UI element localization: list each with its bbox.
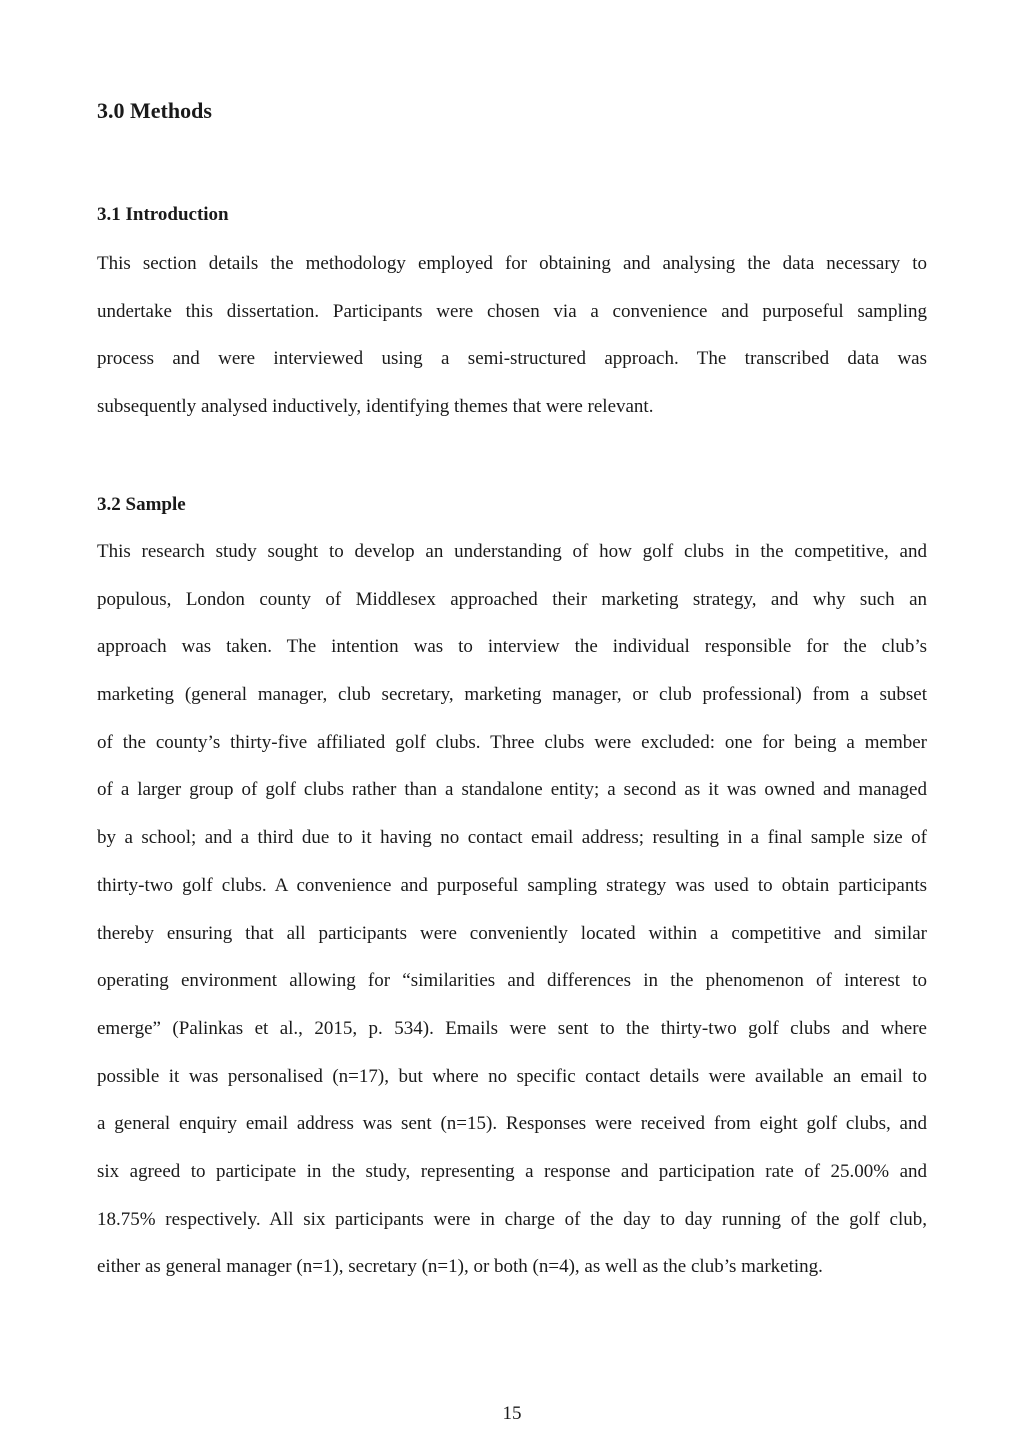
paragraph-line: process and were interviewed using a semi-structured approach. The transcribed data was [97,348,927,370]
paragraph-line: 18.75% respectively. All six participants were in charge of the day to day running of the golf club, [97,1208,927,1230]
paragraph-line: approach was taken. The intention was to interview the individual responsible for the club’s [97,636,927,658]
paragraph-line: populous, London county of Middlesex approached their marketing strategy, and why such an [97,588,927,610]
paragraph-line: a general enquiry email address was sent (n=15). Responses were received from eight golf clubs, and [97,1113,927,1135]
paragraph-line: thereby ensuring that all participants were conveniently located within a competitive and similar [97,922,927,944]
paragraph-line: operating environment allowing for “similarities and differences in the phenomenon of interest to [97,970,927,992]
paragraph-line: This section details the methodology employed for obtaining and analysing the data necessary to [97,253,927,274]
paragraph-line: thirty-two golf clubs. A convenience and purposeful sampling strategy was used to obtain participants [97,874,927,896]
introduction-paragraph [97,250,927,441]
chapter-heading: 3.0 Methods [97,98,212,123]
paragraph-line: of a larger group of golf clubs rather than a standalone entity; a second as it was owned and managed [97,779,927,801]
paragraph-line: by a school; and a third due to it having no contact email address; resulting in a final sample size of [97,827,927,849]
paragraph-line: six agreed to participate in the study, representing a response and participation rate of 25.00% and [97,1160,927,1182]
sample-paragraph [97,538,927,1301]
paragraph-line: marketing (general manager, club secretary, marketing manager, or club professional) from a subset [97,684,927,706]
paragraph-line: undertake this dissertation. Participants were chosen via a convenience and purposeful sampling [97,300,927,322]
section-heading-introduction: 3.1 Introduction [97,204,229,225]
paragraph-line: of the county’s thirty-five affiliated golf clubs. Three clubs were excluded: one for being a member [97,731,927,753]
paragraph-line: possible it was personalised (n=17), but where no specific contact details were available an email to [97,1065,927,1087]
paragraph-line: emerge” (Palinkas et al., 2015, p. 534). Emails were sent to the thirty-two golf clubs and where [97,1017,927,1039]
paragraph-line: This research study sought to develop an understanding of how golf clubs in the competitive, and [97,541,927,562]
page-number: 15 [502,1403,522,1424]
paragraph-line: subsequently analysed inductively, identifying themes that were relevant. [97,396,654,418]
paragraph-line: either as general manager (n=1), secretary (n=1), or both (n=4), as well as the club’s marketing. [97,1256,823,1278]
section-heading-sample: 3.2 Sample [97,494,186,515]
